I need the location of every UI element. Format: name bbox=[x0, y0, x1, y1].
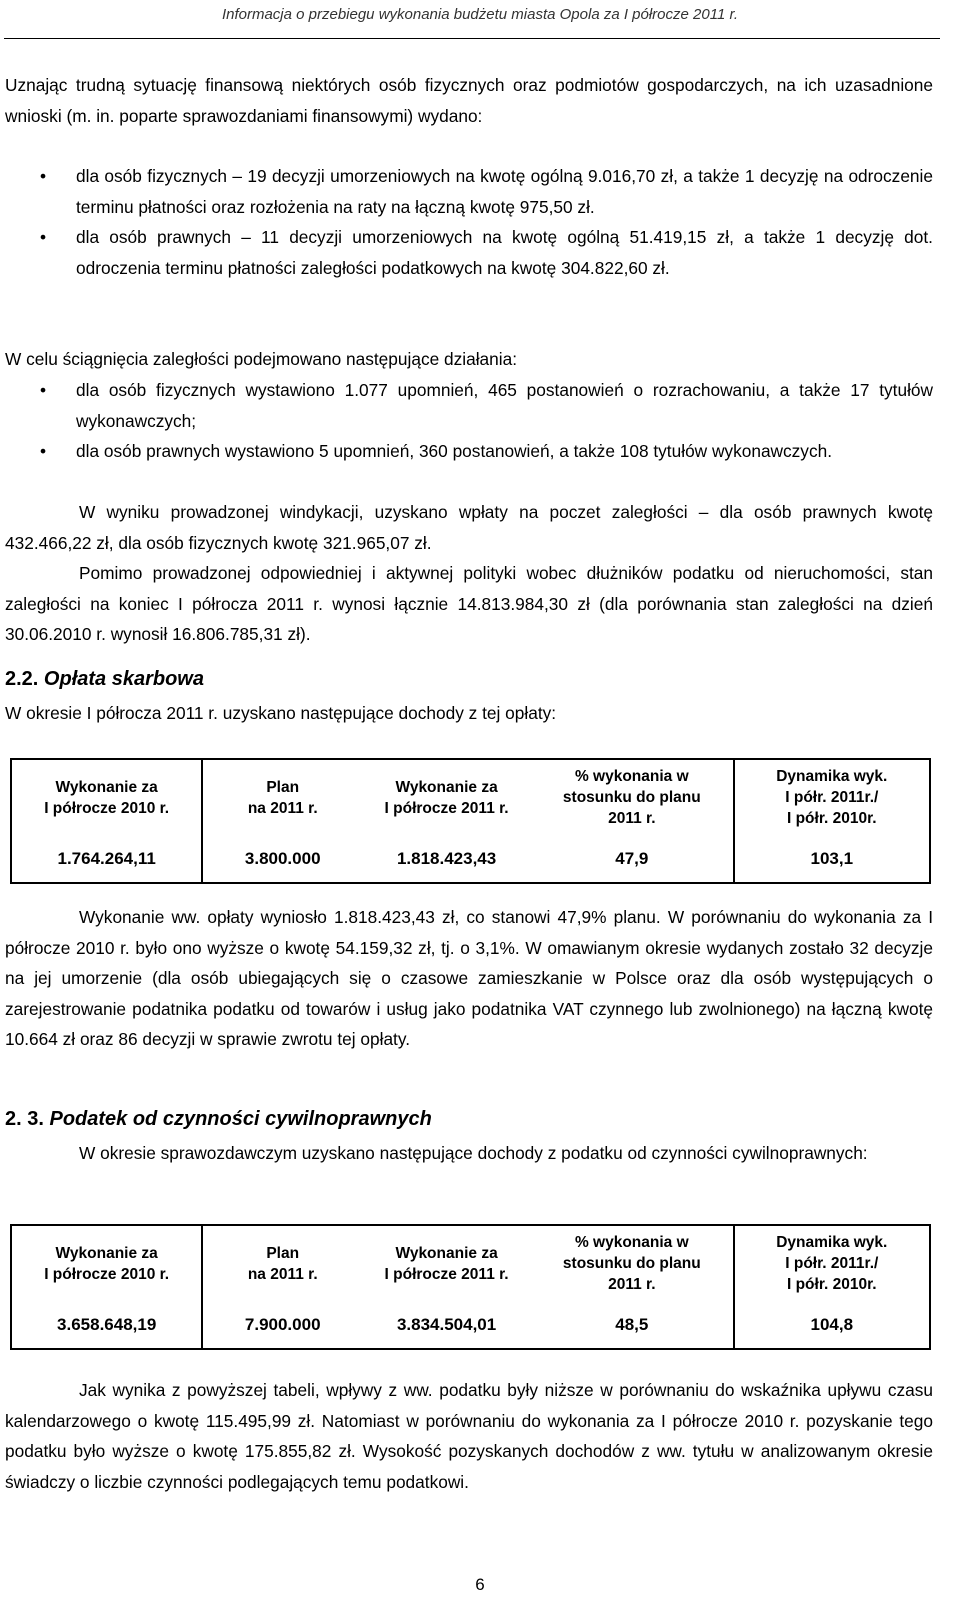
section-title: Podatek od czynności cywilnoprawnych bbox=[49, 1108, 432, 1130]
table-row bbox=[11, 1301, 930, 1349]
header-rule bbox=[4, 38, 940, 39]
list-item bbox=[5, 375, 933, 436]
running-header: Informacja o przebiegu wykonania budżetu miasta Opola za I półrocze 2011 r. bbox=[221, 6, 739, 23]
page-number: 6 bbox=[475, 1575, 485, 1594]
header-cell: Wykonanie za I półrocze 2011 r. bbox=[362, 759, 531, 835]
value-cell: 1.818.423,43 bbox=[362, 835, 531, 883]
section-title: Opłata skarbowa bbox=[43, 668, 204, 690]
header-cell: Wykonanie za I półrocze 2010 r. bbox=[11, 1225, 202, 1301]
bullet-list-decisions bbox=[5, 161, 933, 283]
value-cell: 48,5 bbox=[531, 1301, 734, 1349]
bullet-icon: • bbox=[40, 166, 47, 186]
paragraph-civil-tax-intro: W okresie sprawozdawczym uzyskano następujące dochody z podatku od czynności cywilnoprawnych: bbox=[79, 1143, 868, 1163]
list-item-text: dla osób prawnych – 11 decyzji umorzeniowych na kwotę ogólną 51.419,15 zł, a także 1 decyzję dot. odroczenia terminu płatności zaległości podatkowych na kwotę 304.822,60 zł. bbox=[76, 227, 933, 278]
bullet-list-actions bbox=[5, 375, 933, 467]
header-cell: % wykonania w stosunku do planu 2011 r. bbox=[531, 759, 734, 835]
paragraph-stamp-duty-intro: W okresie I półrocza 2011 r. uzyskano następujące dochody z tej opłaty: bbox=[5, 703, 557, 723]
header-cell: % wykonania w stosunku do planu 2011 r. bbox=[531, 1225, 734, 1301]
paragraph-recovery: W wyniku prowadzonej windykacji, uzyskano wpłaty na poczet zaległości – dla osób prawnych kwotę 432.466,22 zł, dla osób fizycznych kwotę 321.965,07 zł. bbox=[5, 502, 933, 553]
header-cell: Wykonanie za I półrocze 2011 r. bbox=[362, 1225, 531, 1301]
list-item bbox=[5, 222, 933, 283]
value-cell: 7.900.000 bbox=[202, 1301, 362, 1349]
value-cell: 3.834.504,01 bbox=[362, 1301, 531, 1349]
value-cell: 104,8 bbox=[734, 1301, 930, 1349]
paragraph-civil-tax-result: Jak wynika z powyższej tabeli, wpływy z ww. podatku były niższe w porównaniu do wskaźnika upływu czasu kalendarzowego o kwotę 115.495,99 zł. Natomiast w porównaniu do wykonania za I półrocze 2010 r. pozyskanie tego podatku było wyższe o kwotę 175.855,82 zł. Wysokość pozyskanych dochodów z ww. tytułu w analizowanym okresie świadczy o liczbie czynności podlegających temu podatkowi. bbox=[5, 1380, 933, 1492]
header-cell: Plan na 2011 r. bbox=[202, 759, 362, 835]
value-cell: 47,9 bbox=[531, 835, 734, 883]
list-item-text: dla osób fizycznych – 19 decyzji umorzeniowych na kwotę ogólną 9.016,70 zł, a także 1 decyzję na odroczenie terminu płatności oraz rozłożenia na raty na łączną kwotę 975,50 zł. bbox=[76, 166, 933, 217]
header-cell: Dynamika wyk. I półr. 2011r./ I półr. 2010r. bbox=[734, 1225, 930, 1301]
paragraph-actions: W celu ściągnięcia zaległości podejmowano następujące działania: bbox=[5, 349, 518, 369]
paragraph-arrears: Pomimo prowadzonej odpowiedniej i aktywnej polityki wobec dłużników podatku od nieruchomości, stan zaległości na koniec I półrocza 2011 r. wynosi łącznie 14.813.984,30 zł (dla porównania stan zaległości na dzień 30.06.2010 r. wynosił 16.806.785,31 zł). bbox=[5, 563, 933, 644]
value-cell: 3.800.000 bbox=[202, 835, 362, 883]
table-civil-law-tax bbox=[10, 1224, 931, 1350]
list-item bbox=[5, 436, 933, 467]
header-cell: Plan na 2011 r. bbox=[202, 1225, 362, 1301]
bullet-icon: • bbox=[40, 380, 47, 400]
value-cell: 3.658.648,19 bbox=[11, 1301, 202, 1349]
list-item-text: dla osób prawnych wystawiono 5 upomnień, 360 postanowień, a także 108 tytułów wykonawczych. bbox=[76, 441, 833, 461]
bullet-icon: • bbox=[40, 441, 47, 461]
header-cell: Dynamika wyk. I półr. 2011r./ I półr. 2010r. bbox=[734, 759, 930, 835]
header-cell: Wykonanie za I półrocze 2010 r. bbox=[11, 759, 202, 835]
paragraph-intro: Uznając trudną sytuację finansową niektórych osób fizycznych oraz podmiotów gospodarczych, na ich uzasadnione wnioski (m. in. poparte sprawozdaniami finansowymi) wydano: bbox=[5, 75, 933, 126]
section-heading-2-2 bbox=[5, 668, 204, 691]
table-stamp-duty bbox=[10, 758, 931, 884]
table-header-row bbox=[11, 1225, 930, 1301]
bullet-icon: • bbox=[40, 227, 47, 247]
table-header-row bbox=[11, 759, 930, 835]
table-row bbox=[11, 835, 930, 883]
section-number: 2. 3. bbox=[5, 1108, 44, 1130]
list-item-text: dla osób fizycznych wystawiono 1.077 upomnień, 465 postanowień o rozrachowaniu, a także 17 tytułów wykonawczych; bbox=[76, 380, 933, 431]
value-cell: 103,1 bbox=[734, 835, 930, 883]
section-heading-2-3 bbox=[5, 1108, 432, 1131]
paragraph-stamp-duty-result: Wykonanie ww. opłaty wyniosło 1.818.423,43 zł, co stanowi 47,9% planu. W porównaniu do wykonania za I półrocze 2010 r. było ono wyższe o kwotę 54.159,32 zł, tj. o 3,1%. W omawianym okresie wydanych zostało 32 decyzje na jej umorzenie (dla osób ubiegających się o czasowe zamieszkanie w Polsce oraz dla osób występujących o zarejestrowanie podatnika podatku od towarów i usług jako podatnika VAT czynnego lub zwolnionego) na łączną kwotę 10.664 zł oraz 86 decyzji w sprawie zwrotu tej opłaty. bbox=[5, 907, 933, 1049]
section-number: 2.2. bbox=[5, 668, 39, 690]
value-cell: 1.764.264,11 bbox=[11, 835, 202, 883]
list-item bbox=[5, 161, 933, 222]
